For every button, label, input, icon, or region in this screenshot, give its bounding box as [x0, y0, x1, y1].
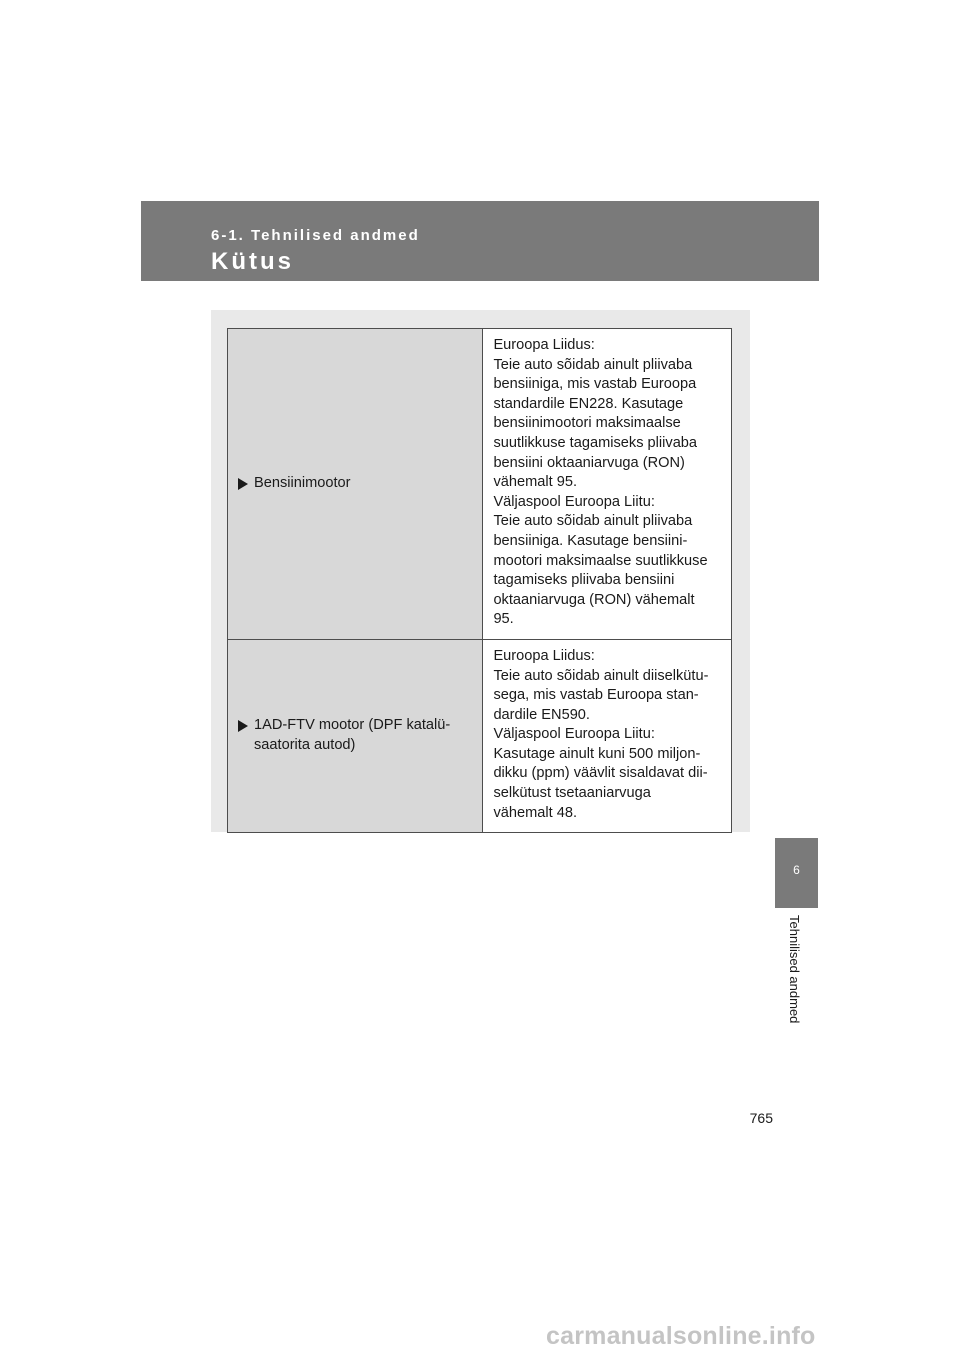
label-line: 1AD-FTV mootor (DPF katalü-: [254, 717, 451, 734]
row-value: [483, 640, 731, 832]
content-panel: [211, 310, 750, 832]
row-label: [254, 716, 468, 755]
chapter-number: 6: [793, 863, 800, 877]
page-title: Kütus: [211, 248, 294, 275]
label-line: Bensiinimootor: [254, 475, 351, 492]
row-value-cell: [483, 639, 732, 832]
table-row-diesel: [228, 639, 732, 832]
row-label-cell: [228, 639, 483, 832]
value-line: suutlikkuse tagamiseks pliivaba: [493, 434, 698, 451]
label-line: saatorita autod): [254, 737, 356, 754]
fuel-spec-table: [227, 328, 732, 833]
value-line: bensiini oktaaniarvuga (RON): [493, 454, 685, 471]
watermark: carmanualsonline.info: [546, 1322, 816, 1350]
value-line: Väljaspool Euroopa Liitu:: [493, 493, 655, 510]
value-line: Euroopa Liidus:: [493, 647, 595, 664]
value-line: Teie auto sõidab ainult pliivaba: [493, 356, 693, 373]
value-line: Teie auto sõidab ainult diiselkütu-: [493, 667, 709, 684]
row-value: [483, 329, 731, 639]
value-line: Kasutage ainult kuni 500 miljon-: [493, 745, 701, 762]
chapter-side-label: Tehnilised andmed: [787, 915, 802, 1024]
value-line: tagamiseks pliivaba bensiini: [493, 572, 675, 589]
row-label: [254, 474, 468, 494]
chapter-tab: [775, 838, 818, 908]
value-line: dikku (ppm) väävlit sisaldavat dii-: [493, 765, 708, 782]
page-number: 765: [749, 1110, 773, 1126]
value-line: Teie auto sõidab ainult pliivaba: [493, 513, 693, 530]
value-line: sega, mis vastab Euroopa stan-: [493, 687, 699, 704]
table-row-petrol: [228, 329, 732, 640]
value-line: vähemalt 48.: [493, 804, 577, 821]
row-label-cell: [228, 329, 483, 640]
value-line: Väljaspool Euroopa Liitu:: [493, 726, 655, 743]
arrow-right-icon: [238, 720, 248, 732]
value-line: bensiiniga. Kasutage bensiini-: [493, 532, 688, 549]
value-line: oktaaniarvuga (RON) vähemalt: [493, 591, 695, 608]
value-line: mootori maksimaalse suutlikkuse: [493, 552, 708, 569]
row-value-cell: [483, 329, 732, 640]
arrow-right-icon: [238, 478, 248, 490]
value-line: vähemalt 95.: [493, 474, 577, 491]
chapter-header: [141, 201, 819, 281]
value-line: 95.: [493, 611, 514, 628]
value-line: standardile EN228. Kasutage: [493, 395, 684, 412]
value-line: selkütust tsetaaniarvuga: [493, 785, 651, 802]
value-line: bensiiniga, mis vastab Euroopa: [493, 376, 697, 393]
section-label: 6-1. Tehnilised andmed: [211, 227, 420, 244]
value-line: dardile EN590.: [493, 706, 590, 723]
value-line: bensiinimootori maksimaalse: [493, 415, 681, 432]
value-line: Euroopa Liidus:: [493, 337, 595, 353]
